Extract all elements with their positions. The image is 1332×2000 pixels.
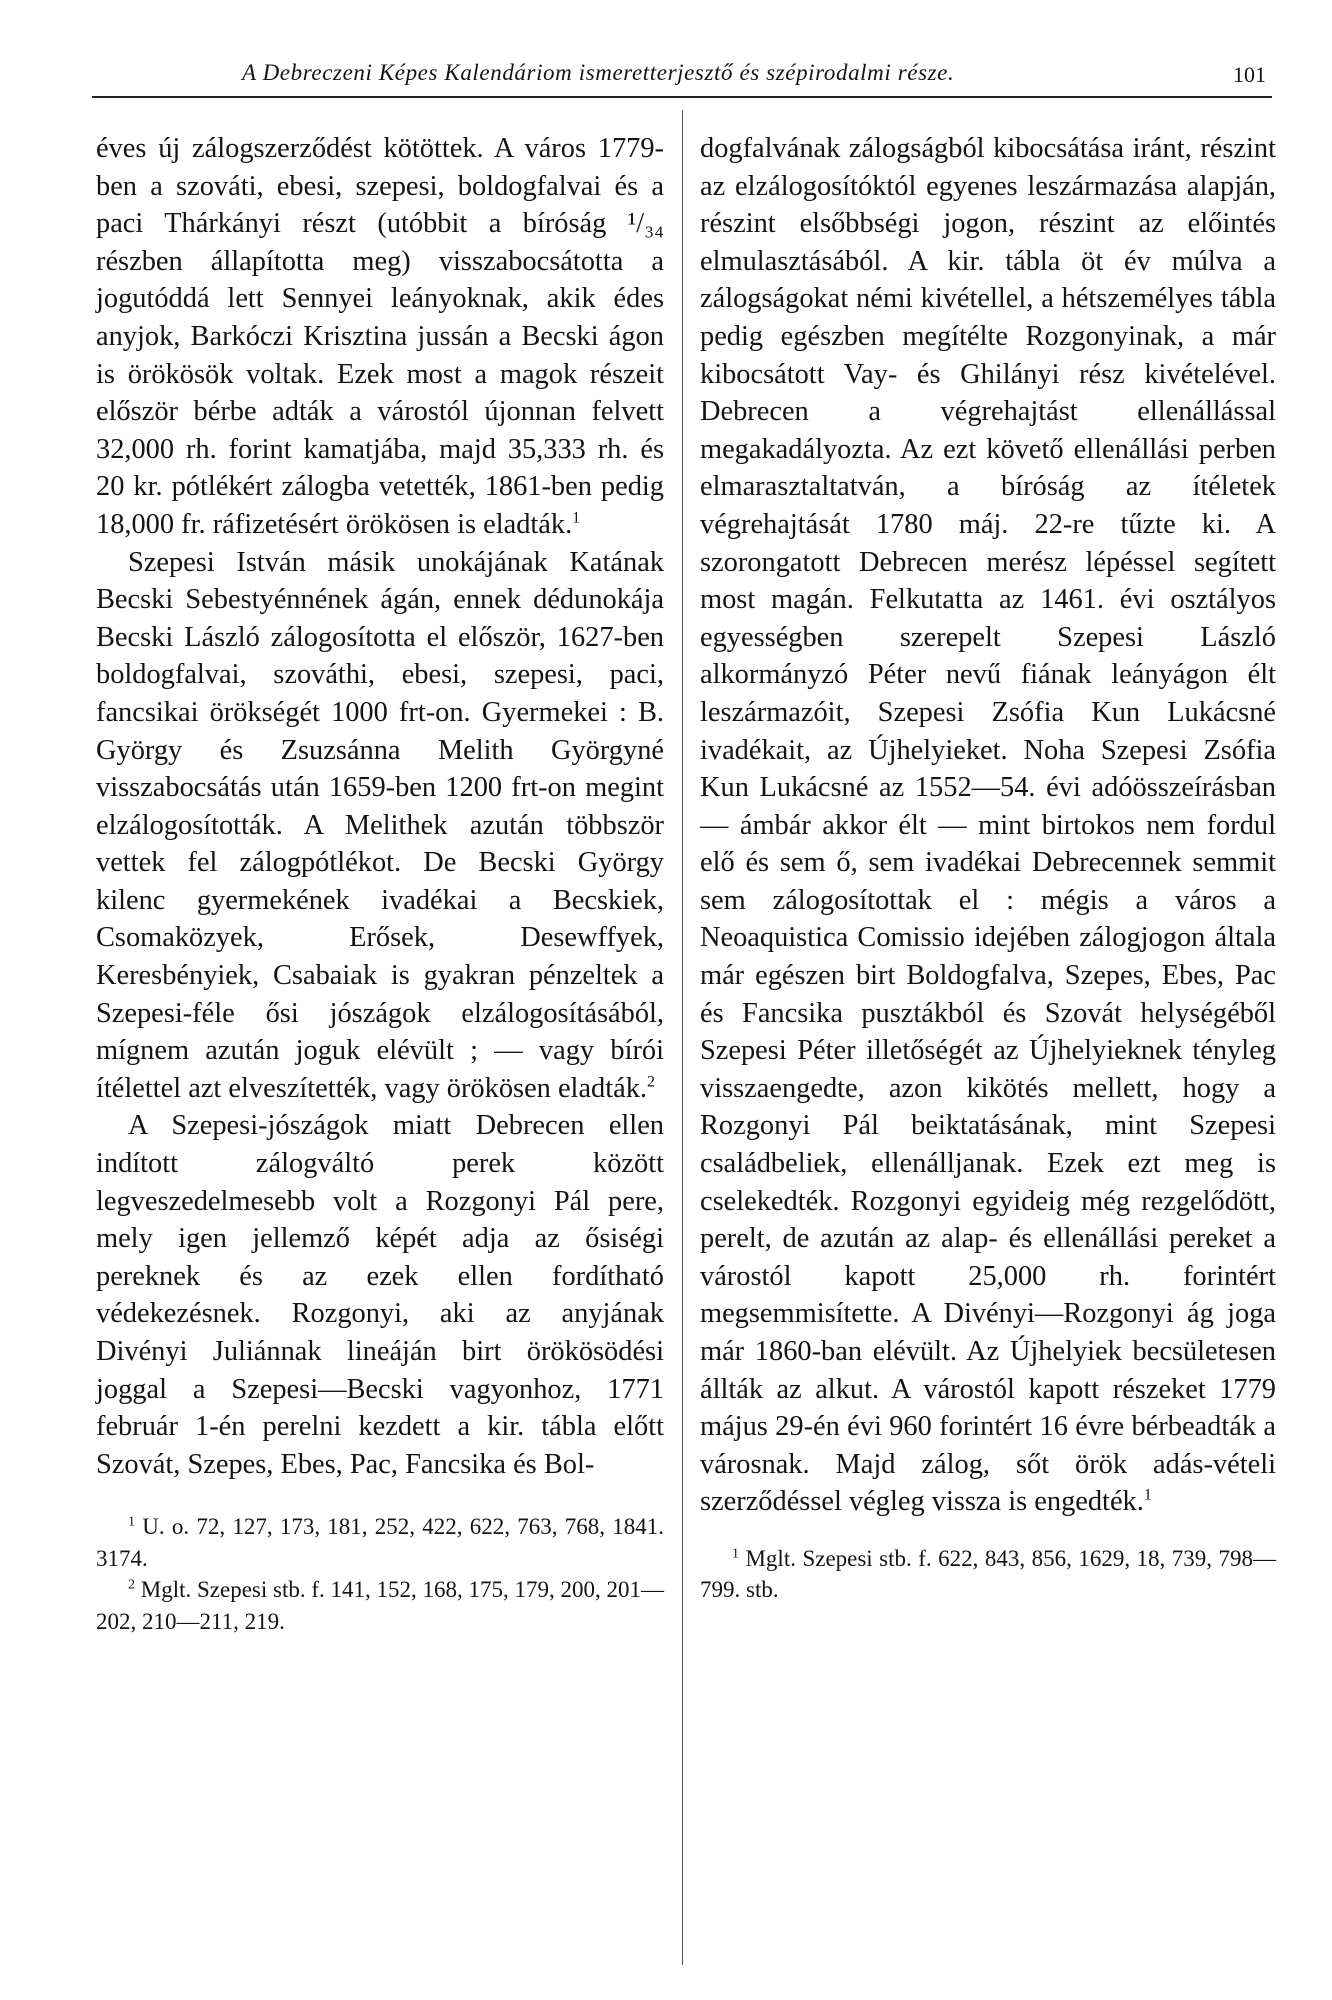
footnotes (96, 1511, 664, 1637)
footnote-mark: 1 (572, 509, 581, 527)
footnote: $^1$ U. o. 72, 127, 173, 181, 252, 422, 622, 763, 768, 1841. 3174. (96, 1514, 664, 1571)
right-column (700, 130, 1276, 1606)
page-number: 101 (1233, 62, 1266, 87)
column-divider (682, 110, 683, 1965)
footnote-mark: 1 (1143, 1486, 1152, 1504)
footnote: $^1$ Mglt. Szepesi stb. f. 622, 843, 856, 1629, 18, 739, 798—799. stb. (700, 1545, 1276, 1603)
footnote-mark: 2 (647, 1073, 656, 1091)
left-column (96, 130, 664, 1637)
header-title: A Debreczeni Képes Kalendáriom ismeretterjesztő és szépirodalmi része. (242, 60, 955, 85)
paragraph: éves új zálogszerződést kötöttek. A város 1779-ben a szováti, ebesi, szepesi, boldogfalvai és a paci Thárkányi részt (utóbbit a bíróság ¹/₃₄ részben állapította meg) visszabocsátotta a jogutóddá lett Sennyei leányoknak, akik édes anyjok, Barkóczi Krisztina jussán a Becski ágon is örökösök voltak. Ezek most a magok részeit először bérbe adták a várostól újonnan felvett 32,000 rh. forint kamatjába, majd 35,333 rh. és 20 kr. pótlékért zálogba vetették, 1861-ben pedig 18,000 fr. ráfizetésért örökösen is eladták.$^1$ (96, 133, 664, 540)
footnote: $^2$ Mglt. Szepesi stb. f. 141, 152, 168, 175, 179, 200, 201—202, 210—211, 219. (96, 1577, 664, 1634)
footnotes (700, 1543, 1276, 1606)
paragraph: A Szepesi-jószágok miatt Debrecen ellen indított zálogváltó perek között legveszedelmesebb volt a Rozgonyi Pál pere, mely igen jellemző képét adja az ősiségi pereknek és az ezek ellen fordítható védekezésnek. Rozgonyi, aki az anyjának Divényi Juliánnak lineáján birt örökösödési joggal a Szepesi—Becski vagyonhoz, 1771 február 1-én perelni kezdett a kir. tábla előtt Szovát, Szepes, Ebes, Pac, Fancsika és Bol- (96, 1110, 664, 1480)
running-header (92, 56, 1272, 98)
paragraph: dogfalvának zálogságból kibocsátása iránt, részint az elzálogosítóktól egyenes leszármazása alapján, részint elsőbbségi jogon, részint az előintés elmulasztásából. A kir. tábla öt év múlva a zálogságokat némi kivétellel, a hétszemélyes tábla pedig egészben megítélte Rozgonyinak, a már kibocsátott Vay- és Ghilányi rész kivételével. Debrecen a végrehajtást ellenállással megakadályozta. Az ezt követő ellenállási perben elmarasztaltatván, a bíróság az ítéletek végrehajtását 1780 máj. 22-re tűzte ki. A szorongatott Debrecen merész lépéssel segített most magán. Felkutatta az 1461. évi osztályos egyességben szerepelt Szepesi László alkormányzó Péter nevű fiának leányágon élt leszármazóit, Szepesi Zsófia Kun Lukácsné ivadékait, az Újhelyieket. Noha Szepesi Zsófia Kun Lukácsné az 1552—54. évi adóösszeírásban — ámbár akkor élt — mint birtokos nem fordul elő és sem ő, sem ivadékai Debrecennek semmit sem zálogosítottak el : mégis a város a Neoaquistica Comissio idejében zálogjogon általa már egészen birt Boldogfalva, Szepes, Ebes, Pac és Fancsika pusztákból és Szovát helységéből Szepesi Péter illetőségét az Újhelyieknek tényleg visszaengedte, azon kikötés mellett, hogy a Rozgonyi Pál beiktatásának, mint Szepesi családbeliek, ellenálljanak. Ezek ezt meg is cselekedték. Rozgonyi egyideig még rezgelődött, perelt, de azután az alap- és ellenállási pereket a várostól kapott 25,000 rh. forintért megsemmisítette. A Divényi—Rozgonyi ág joga már 1860-ban elévült. Az Újhelyiek becsületesen állták az alkut. A várostól kapott részeket 1779 május 29-én évi 960 forintért 16 évre bérbeadták a városnak. Majd zálog, sőt örök adás-vételi szerződéssel végleg vissza is engedték.$^1$ (700, 133, 1276, 1518)
paragraph: Szepesi István másik unokájának Katának Becski Sebestyénnének ágán, ennek dédunokája Becski László zálogosította el először, 1627-ben boldogfalvai, szováthi, ebesi, szepesi, paci, fancsikai örökségét 1000 frt-on. Gyermekei : B. György és Zsuzsánna Melith Györgyné visszabocsátás után 1659-ben 1200 frt-on megint elzálogosították. A Melithek azután többször vettek fel zálogpótlékot. De Becski György kilenc gyermekének ivadékai a Becskiek, Csomaközyek, Erősek, Desewffyek, Keresbényiek, Csabaiak is gyakran pénzeltek a Szepesi-féle ősi jószágok elzálogosításából, mígnem azután joguk elévült ; — vagy bírói ítélettel azt elveszítették, vagy örökösen eladták.$^2$ (96, 546, 664, 1104)
